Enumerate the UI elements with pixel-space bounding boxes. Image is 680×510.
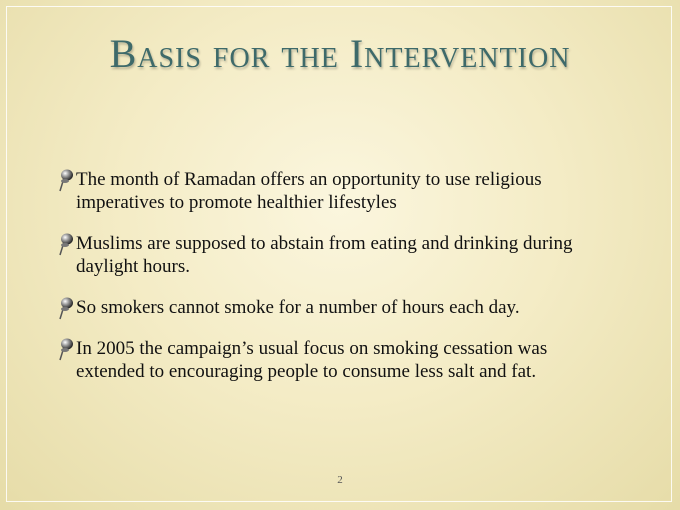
bullet-item [58,337,618,383]
slide-title: Basis for the Intervention [109,31,571,76]
bullet-text: The month of Ramadan offers an opportunity to use religious imperatives to promote healthier lifestyles [76,169,542,213]
pushpin-icon [58,169,76,193]
bullet-item [58,296,618,319]
bullet-list [58,168,618,401]
pushpin-icon [58,233,76,257]
bullet-text: In 2005 the campaign’s usual focus on smoking cessation was extended to encouraging people to consume less salt and fat. [76,338,548,382]
pushpin-icon [58,297,76,321]
bullet-item [58,232,618,278]
page-number: 2 [337,474,343,486]
bullet-text: So smokers cannot smoke for a number of hours each day. [76,297,520,318]
bullet-text: Muslims are supposed to abstain from eating and drinking during daylight hours. [76,233,573,277]
bullet-item [58,168,618,214]
pushpin-icon [58,338,76,362]
